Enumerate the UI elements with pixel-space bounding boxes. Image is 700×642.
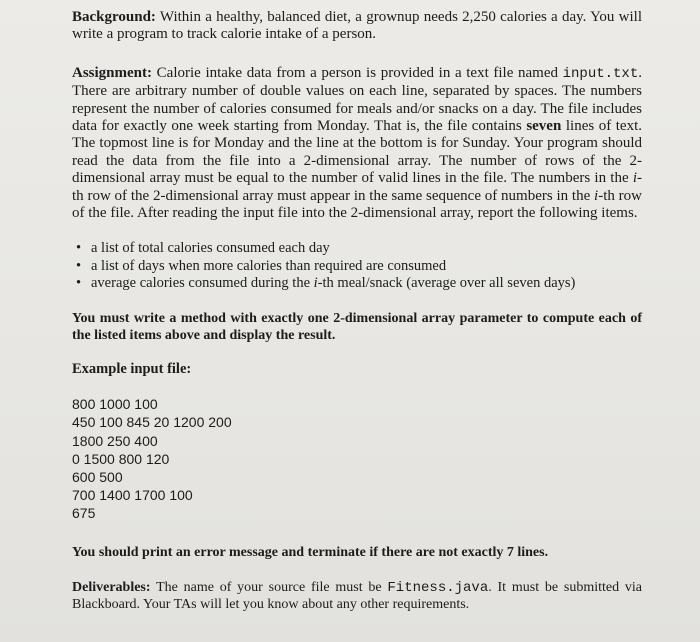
example-input-block <box>72 395 642 522</box>
input-line-5: 600 500 <box>72 469 123 485</box>
background-paragraph <box>72 9 642 44</box>
bullet-text-1: a list of total calories consumed each day <box>91 240 330 257</box>
input-filename: input.txt <box>562 65 639 82</box>
input-line-4: 0 1500 800 120 <box>72 450 170 467</box>
seven-emphasis: seven <box>526 118 562 135</box>
assignment-text-2: . There are arbitrary number of double values on each line, separated by spaces. The numbers represent the number of calories consumed for meals and/or snacks on a day. The file includes data for exactly one week starting from Monday. That is, the file contains <box>72 64 642 135</box>
input-line-7: 675 <box>72 505 96 522</box>
deliverables-label: Deliverables: <box>72 580 151 596</box>
list-item <box>76 240 642 258</box>
deliverables-text-1: The name of your source file must be <box>150 580 388 596</box>
ith-1: i <box>632 170 637 187</box>
list-item <box>76 275 642 293</box>
input-line-1: 800 1000 100 <box>72 396 158 413</box>
ith-2: i <box>594 187 599 204</box>
deliverables-text-2: . It must be submitted via Blackboard. Your TAs will let you know about any other requirements. <box>72 580 642 612</box>
method-requirement: You must write a method with exactly one 2-dimensional array parameter to compute each of the listed items above and display the result. <box>72 310 642 344</box>
example-input-label: Example input file: <box>72 360 192 377</box>
assignment-text-4: -th row of the 2-dimensional array must appear in the same sequence of numbers in the <box>72 170 642 204</box>
background-text: Within a healthy, balanced diet, a grownup needs 2,250 calories a day. You will write a program to track calorie intake of a person. <box>72 9 642 43</box>
bullet-text-3-post: -th meal/snack (average over all seven days) <box>317 275 576 292</box>
error-requirement: You should print an error message and terminate if there are not exactly 7 lines. <box>72 544 549 560</box>
input-line-6: 700 1400 1700 100 <box>72 487 193 504</box>
list-item <box>76 258 642 276</box>
deliverables-paragraph <box>72 580 642 613</box>
bullet-text-3-pre: average calories consumed during the <box>91 275 314 292</box>
bullet-text-2: a list of days when more calories than required are consumed <box>91 257 447 274</box>
bullet-icon: • <box>76 275 82 292</box>
input-line-3: 1800 250 400 <box>72 432 158 449</box>
bullet-icon: • <box>76 257 82 274</box>
assignment-text-1: Calorie intake data from a person is provided in a text file named <box>152 64 563 81</box>
report-items-list <box>72 240 642 293</box>
bullet-icon: • <box>76 240 82 257</box>
input-line-2: 450 100 845 20 1200 200 <box>72 414 232 431</box>
assignment-label: Assignment: <box>72 64 153 81</box>
bullet-text-3-i: i <box>313 275 318 292</box>
assignment-text-3: lines of text. The topmost line is for Monday and the line at the bottom is for Sunday. Your program should read the data from the file into a 2-dimensional array. The number of rows of the 2-dimensional array must be equal to the number of valid lines in the file. The numbers in the <box>72 118 643 187</box>
assignment-text-5: -th row of the file. After reading the input file into the 2-dimensional array, report the following items. <box>72 187 642 222</box>
background-label: Background: <box>72 9 156 25</box>
source-filename: Fitness.java <box>387 580 489 597</box>
assignment-paragraph <box>72 65 642 223</box>
